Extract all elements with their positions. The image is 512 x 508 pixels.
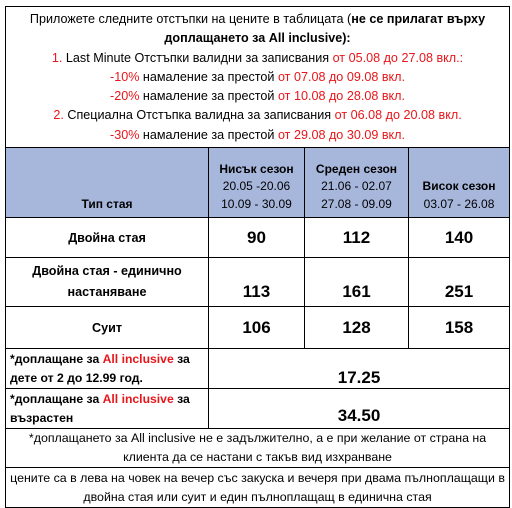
price-high: 251 — [409, 258, 510, 307]
discount-2: 2. Специална Отстъпка валидна за записвания от 06.08 до 20.08 вкл. — [53, 108, 462, 123]
supplement-row — [6, 349, 510, 389]
header-mid-season: Среден сезон 21.06 - 02.07 27.08 - 09.09 — [305, 148, 409, 218]
table-row — [6, 218, 510, 258]
price-high: 158 — [409, 307, 510, 349]
price-low: 106 — [209, 307, 305, 349]
discount-1a: -10% намаление за престой от 07.08 до 09.08 вкл. — [110, 69, 406, 84]
table-row — [6, 307, 510, 349]
price-mid: 161 — [305, 258, 409, 307]
supplement-row — [6, 389, 510, 429]
discount-1b: -20% намаление за престой от 10.08 до 28.08 вкл. — [110, 89, 406, 104]
room-type-label: Двойна стая - единично настаняване — [6, 258, 209, 307]
price-high: 140 — [409, 218, 510, 258]
header-low-season: Нисък сезон 20.05 -20.06 10.09 - 30.09 — [209, 148, 305, 218]
table-header-row — [6, 148, 510, 218]
supplement-child-label: *доплащане за All inclusive за дете от 2 до 12.99 год. — [6, 349, 209, 389]
table-row — [6, 258, 510, 307]
discount-notes — [6, 7, 510, 148]
supplement-adult-price: 34.50 — [209, 389, 510, 429]
header-room-type: Тип стая — [6, 148, 209, 218]
footnote-row — [6, 468, 510, 508]
footnote-row — [6, 429, 510, 468]
discount-1: 1. Last Minute Отстъпки валидни за записвания от 05.08 до 27.08 вкл.: — [51, 50, 464, 65]
price-mid: 112 — [305, 218, 409, 258]
price-mid: 128 — [305, 307, 409, 349]
all-inclusive-footnote: *доплащането за All inclusive не е задължително, а е при желание от страна на клиента да се настани с такъв вид изхранване — [6, 429, 510, 468]
discount-notes-row — [6, 7, 510, 148]
price-low: 113 — [209, 258, 305, 307]
price-low: 90 — [209, 218, 305, 258]
room-type-label: Двойна стая — [6, 218, 209, 258]
price-table — [5, 6, 510, 508]
supplement-child-price: 17.25 — [209, 349, 510, 389]
supplement-adult-label: *доплащане за All inclusive за възрастен — [6, 389, 209, 429]
room-type-label: Суит — [6, 307, 209, 349]
discount-2a: -30% намаление за престой от 29.08 до 30.09 вкл. — [110, 127, 406, 142]
header-high-season: Висок сезон 03.07 - 26.08 — [409, 148, 510, 218]
notes-intro: Приложете следните отстъпки на цените в таблицата (не се прилагат върху доплащането за All inclusive): — [29, 12, 486, 46]
price-basis-footnote: цените са в лева на човек на вечер със закуска и вечеря при двама пълноплащащи в двойна стая или суит и един пълноплащащ в единична стая — [6, 468, 510, 508]
